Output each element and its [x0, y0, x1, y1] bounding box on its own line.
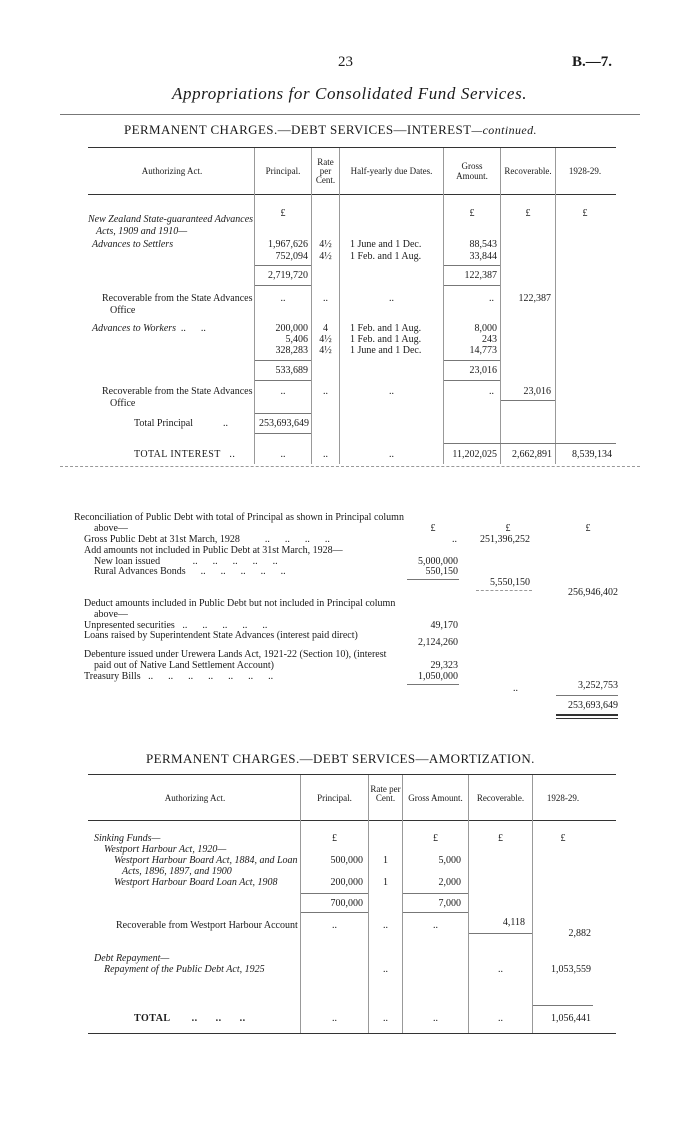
workers-total-principal: 533,689 [275, 365, 308, 376]
total-principal-label: Total Principal .. [134, 418, 229, 429]
settlers-gross-2: 33,844 [469, 251, 497, 262]
settlers-rate-1: 4½ [319, 239, 332, 250]
settlers-gross-1: 88,543 [469, 239, 497, 250]
debt-repayment-act: Repayment of the Public Debt Act, 1925 [104, 964, 265, 975]
leader-dots: .. [433, 920, 438, 931]
col-header-gross: Gross Amount. [456, 161, 488, 181]
leader-dots: .. [498, 1013, 503, 1024]
interest-heading-continued: —continued. [471, 123, 537, 137]
amort-col-act: Authorizing Act. [164, 793, 226, 803]
amort-total-label: TOTAL .. .. .. [134, 1013, 246, 1024]
recon-rural-label: Rural Advances Bonds .. .. .. .. .. [94, 566, 286, 577]
settlers-recoverable: 122,387 [518, 293, 551, 304]
board-loan-gross: 2,000 [438, 877, 461, 888]
leader-dots: .. [498, 964, 503, 975]
col-header-year: 1928-29. [568, 166, 602, 176]
document-reference: B.—7. [572, 54, 613, 70]
westport-recoverable-year: 2,882 [568, 928, 591, 939]
amort-currency-recoverable: £ [498, 833, 503, 844]
currency-principal: £ [280, 208, 286, 219]
settlers-rate-2: 4½ [319, 251, 332, 262]
amort-sub-principal: 700,000 [330, 898, 363, 909]
amort-total-year: 1,056,441 [551, 1013, 591, 1024]
recon-final-total: 253,693,649 [568, 700, 618, 711]
recon-add-label: Add amounts not included in Public Debt at 31st March, 1928— [84, 545, 343, 556]
workers-principal-3: 328,283 [275, 345, 308, 356]
workers-dates-3: 1 June and 1 Dec. [350, 345, 422, 356]
currency-recoverable: £ [525, 208, 531, 219]
recon-new-loan-label: New loan issued .. .. .. .. .. [94, 556, 278, 567]
advances-workers-label: Advances to Workers .. .. [92, 323, 207, 334]
workers-dates-1: 1 Feb. and 1 Aug. [350, 323, 422, 334]
workers-principal-1: 200,000 [275, 323, 308, 334]
leader-dots: .. [389, 449, 394, 460]
col-header-act: Authorizing Act. [141, 166, 203, 176]
total-principal: 253,693,649 [259, 418, 309, 429]
debt-repayment-year: 1,053,559 [551, 964, 591, 975]
recon-treasury-label: Treasury Bills .. .. .. .. .. .. .. [84, 671, 274, 682]
westport-act-label: Westport Harbour Act, 1920— [104, 844, 227, 855]
settlers-principal-1: 1,967,626 [268, 239, 308, 250]
amort-col-year: 1928-29. [546, 793, 580, 803]
leader-dots: .. [389, 293, 394, 304]
workers-gross-1: 8,000 [474, 323, 497, 334]
recon-subtotal: 256,946,402 [568, 587, 618, 598]
amort-currency-principal: £ [332, 833, 337, 844]
leader-dots: .. [280, 449, 286, 460]
settlers-total-gross: 122,387 [464, 270, 497, 281]
board-act-principal: 500,000 [330, 855, 363, 866]
interest-heading [124, 122, 537, 138]
amort-heading: PERMANENT CHARGES.—DEBT SERVICES—AMORTIZATION. [146, 751, 535, 766]
board-act-label: Westport Harbour Board Act, 1884, and Loan Acts, 1896, 1897, and 1900 [114, 855, 298, 877]
workers-recoverable: 23,016 [523, 386, 551, 397]
amort-col-rate: Rate per Cent. [370, 784, 401, 803]
westport-recoverable-label: Recoverable from Westport Harbour Account [116, 920, 298, 931]
leader-dots: .. [383, 964, 388, 975]
recon-new-loan: 5,000,000 [418, 556, 458, 567]
settlers-dates-2: 1 Feb. and 1 Aug. [350, 251, 422, 262]
amort-currency-gross: £ [433, 833, 438, 844]
recon-debenture: 29,323 [430, 660, 458, 671]
amort-col-recoverable: Recoverable. [476, 793, 525, 803]
recon-debenture-label: Debenture issued under Urewera Lands Act, 1921-22 (Section 10), (interest paid out of Native Land Settlement Account) [84, 649, 387, 671]
leader-dots: .. [280, 386, 286, 397]
leader-dots: .. [280, 293, 286, 304]
workers-recoverable-label: Recoverable from the State Advances Office [102, 386, 253, 409]
recon-title: Reconciliation of Public Debt with total of Principal as shown in Principal column above— [74, 512, 404, 534]
recon-loans-label: Loans raised by Superintendent State Advances (interest paid direct) [84, 630, 358, 641]
amort-sub-gross: 7,000 [438, 898, 461, 909]
workers-principal-2: 5,406 [285, 334, 308, 345]
recon-deduct-total: 3,252,753 [578, 680, 618, 691]
recon-add-total: 5,550,150 [490, 577, 530, 588]
col-header-principal: Principal. [265, 166, 301, 176]
leader-dots: .. [383, 920, 388, 931]
recon-gross-value: 251,396,252 [480, 534, 530, 545]
recon-treasury: 1,050,000 [418, 671, 458, 682]
currency-year: £ [582, 208, 588, 219]
leader-dots: .. [323, 293, 328, 304]
total-interest-label: TOTAL INTEREST .. [134, 449, 236, 460]
leader-dots: .. [332, 920, 337, 931]
board-act-gross: 5,000 [438, 855, 461, 866]
recon-unpresented: 49,170 [430, 620, 458, 631]
currency-gross: £ [469, 208, 475, 219]
workers-total-gross: 23,016 [469, 365, 497, 376]
leader-dots: .. [433, 1013, 438, 1024]
recon-loans: 2,124,260 [418, 637, 458, 648]
leader-dots: .. [323, 386, 328, 397]
leader-dots: .. [383, 1013, 388, 1024]
leader-dots: .. [513, 683, 518, 694]
leader-dots: .. [489, 386, 494, 397]
leader-dots: .. [489, 293, 494, 304]
page-number: 23 [338, 54, 353, 70]
workers-gross-2: 243 [482, 334, 497, 345]
board-act-rate: 1 [383, 855, 388, 866]
total-interest-recoverable: 2,662,891 [512, 449, 552, 460]
recon-currency-3: £ [585, 523, 591, 534]
page-title: Appropriations for Consolidated Fund Services. [172, 84, 528, 103]
interest-heading-text: PERMANENT CHARGES.—DEBT SERVICES—INTEREST [124, 122, 472, 137]
settlers-total-principal: 2,719,720 [268, 270, 308, 281]
workers-rate-3: 4½ [319, 345, 332, 356]
advances-settlers-label: Advances to Settlers [92, 239, 174, 250]
workers-rate-1: 4 [323, 323, 328, 334]
recon-currency-2: £ [505, 523, 511, 534]
sinking-funds-label: Sinking Funds— [94, 833, 161, 844]
settlers-dates-1: 1 June and 1 Dec. [350, 239, 422, 250]
leader-dots: .. [323, 449, 328, 460]
westport-recoverable: 4,118 [502, 917, 525, 928]
workers-rate-2: 4½ [319, 334, 332, 345]
recon-currency-1: £ [430, 523, 436, 534]
workers-gross-3: 14,773 [469, 345, 497, 356]
col-header-recoverable: Recoverable. [504, 166, 552, 176]
amort-col-gross: Gross Amount. [408, 793, 463, 803]
board-loan-principal: 200,000 [330, 877, 363, 888]
debt-repayment-label: Debt Repayment— [94, 953, 170, 964]
nz-act-title: New Zealand State-guaranteed Advances Acts, 1909 and 1910— [88, 214, 254, 237]
leader-dots: .. [332, 1013, 337, 1024]
amort-currency-year: £ [560, 833, 566, 844]
settlers-recoverable-label: Recoverable from the State Advances Office [102, 293, 253, 316]
board-loan-label: Westport Harbour Board Loan Act, 1908 [114, 877, 278, 888]
recon-deduct-label: Deduct amounts included in Public Debt but not included in Principal column above— [84, 598, 396, 620]
leader-dots: .. [452, 534, 457, 545]
col-header-dates: Half-yearly due Dates. [350, 166, 433, 176]
col-header-rate: Rate per Cent. [315, 157, 336, 185]
total-interest-year: 8,539,134 [572, 449, 612, 460]
total-interest-gross: 11,202,025 [452, 449, 497, 460]
title-rule [60, 114, 640, 115]
recon-unpresented-label: Unpresented securities .. .. .. .. .. [84, 620, 268, 631]
workers-dates-2: 1 Feb. and 1 Aug. [350, 334, 422, 345]
leader-dots: .. [389, 386, 394, 397]
recon-rural: 550,150 [425, 566, 458, 577]
recon-gross-label: Gross Public Debt at 31st March, 1928 .. .. .. .. [84, 534, 330, 545]
board-loan-rate: 1 [383, 877, 388, 888]
settlers-principal-2: 752,094 [275, 251, 308, 262]
amort-col-principal: Principal. [317, 793, 352, 803]
